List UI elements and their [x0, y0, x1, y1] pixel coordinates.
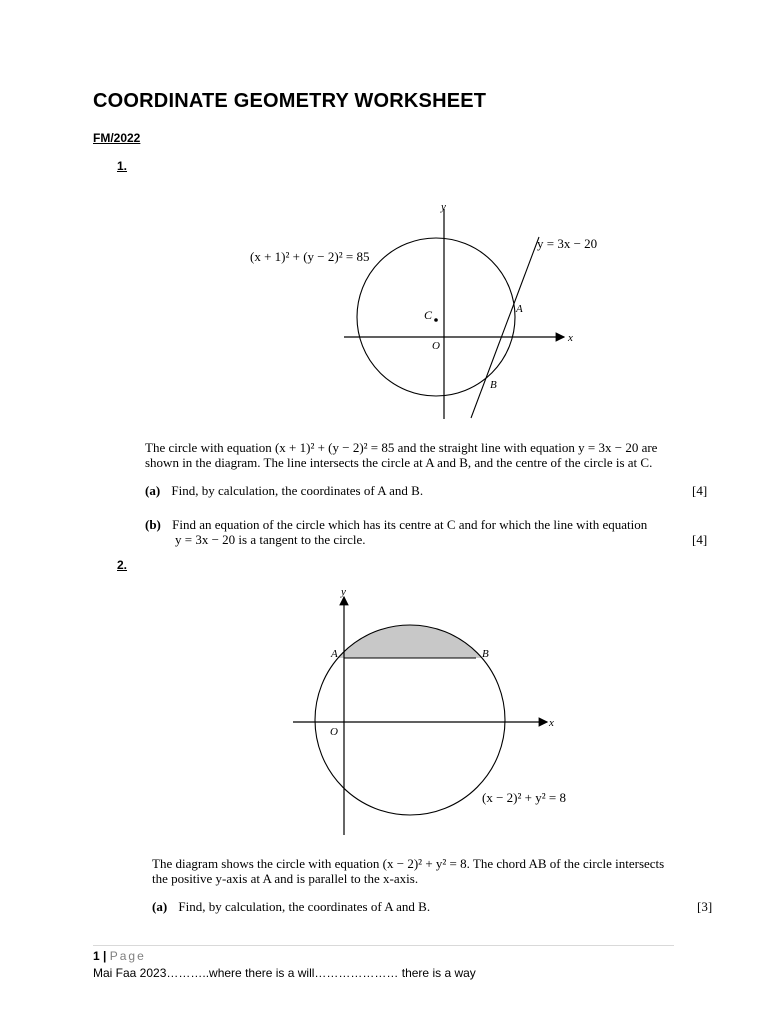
q2-description-line-2: the positive y-axis at A and is parallel to the x-axis.: [152, 871, 419, 886]
q1-part-a-marks: [4]: [692, 483, 708, 498]
q1-circle-equation: (x + 1)² + (y − 2)² = 85: [250, 249, 370, 264]
page-number: 1: [93, 949, 100, 963]
q2-label-a: A: [331, 648, 338, 660]
q1-line: [471, 237, 539, 418]
q1-part-b: [145, 517, 647, 533]
worksheet-title: COORDINATE GEOMETRY WORKSHEET: [93, 90, 487, 112]
q1-line-equation: y = 3x − 20: [537, 236, 598, 251]
q1-part-a-text: Find, by calculation, the coordinates of A and B.: [171, 483, 424, 498]
footer-divider: [93, 945, 674, 946]
question-1-number: 1.: [117, 159, 128, 173]
q2-circle-equation: (x − 2)² + y² = 8: [482, 790, 566, 805]
q1-circle: [357, 238, 515, 396]
q1-label-y: y: [441, 201, 446, 213]
q1-label-b: B: [490, 379, 497, 391]
q1-part-b-line-1: Find an equation of the circle which has its centre at C and for which the line with equation: [172, 517, 648, 532]
page-word: Page: [109, 949, 146, 963]
q2-part-a-marks: [3]: [697, 899, 713, 914]
q2-label-y: y: [341, 586, 346, 598]
q1-part-a-label: (a): [145, 483, 161, 498]
worksheet-code: FM/2022: [93, 131, 141, 145]
q1-part-a: [145, 483, 423, 499]
q1-part-b-label: (b): [145, 517, 161, 532]
q1-description-line-2: shown in the diagram. The line intersects the circle at A and B, and the centre of the circle is at C.: [145, 455, 653, 470]
q2-label-x: x: [549, 717, 554, 729]
footer-page-number: [93, 949, 146, 963]
q1-label-x: x: [568, 332, 573, 344]
q2-label-b: B: [482, 648, 489, 660]
q2-part-a-text: Find, by calculation, the coordinates of A and B.: [178, 899, 431, 914]
question-2-number: 2.: [117, 558, 128, 572]
q1-circle-line-diagram: [240, 195, 620, 425]
footer-motto: Mai Faa 2023………..where there is a will………………… there is a way: [93, 966, 476, 980]
q1-centre-point: [434, 318, 438, 322]
page-separator: |: [103, 949, 107, 963]
q1-description-line-1: The circle with equation (x + 1)² + (y − 2)² = 85 and the straight line with equation y = 3x − 20 are: [145, 440, 658, 455]
q1-part-b-line-2: y = 3x − 20 is a tangent to the circle.: [175, 532, 366, 547]
q2-part-a: [152, 899, 430, 915]
q1-label-a: A: [516, 303, 523, 315]
q2-circle-chord-diagram: [285, 585, 585, 840]
q2-part-a-label: (a): [152, 899, 168, 914]
q2-label-origin: O: [330, 726, 338, 738]
q2-description-line-1: The diagram shows the circle with equation (x − 2)² + y² = 8. The chord AB of the circle intersects: [152, 856, 665, 871]
q1-label-origin: O: [432, 340, 440, 352]
q1-part-b-marks: [4]: [692, 532, 708, 547]
q1-label-centre: C: [424, 308, 433, 322]
